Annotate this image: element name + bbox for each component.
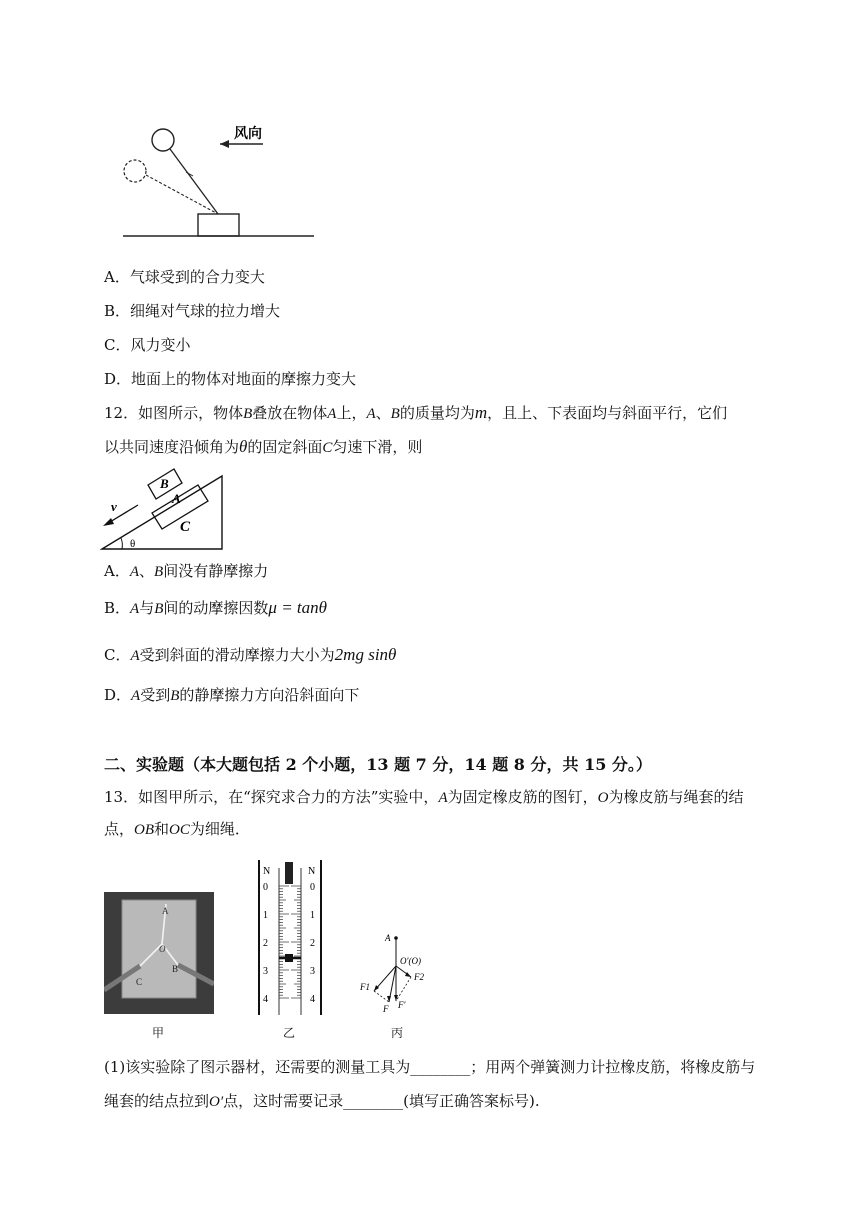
q12-option-b: B．A与B间的动摩擦因数μ = tanθ: [104, 598, 327, 617]
scale-unit-right: N: [308, 866, 316, 877]
scale-tick-right-1: 1: [310, 910, 315, 921]
section-heading: 二、实验题（本大题包括 2 个小题，13 题 7 分，14 题 8 分，共 15 分。）: [104, 755, 652, 774]
scale-tick-left-4: 4: [263, 994, 268, 1005]
scale-tick-right-2: 2: [310, 938, 315, 949]
block-a-label: A: [172, 491, 181, 506]
q12-option-c: C．A受到斜面的滑动摩擦力大小为2mg sinθ: [104, 645, 397, 664]
photo-figure-jia: [104, 892, 214, 1014]
q11-option-d: D．地面上的物体对地面的摩擦力变大: [104, 370, 357, 388]
q12-stem-line1: 12．如图所示，物体B叠放在物体A上，A、B的质量均为m，且上、下表面均与斜面平行，它们: [104, 403, 728, 422]
q13-part1-line2: 绳套的结点拉到O′点，这时需要记录________(填写正确答案标号).: [104, 1092, 540, 1110]
force-f-label: F: [383, 1004, 389, 1014]
incline-c-label: C: [180, 519, 191, 535]
force-point-o: O′(O): [400, 956, 421, 966]
q11-option-a: A．气球受到的合力变大: [104, 268, 265, 286]
q12-stem-line2: 以共同速度沿倾角为θ的固定斜面C匀速下滑，则: [104, 437, 423, 456]
force-fprime-label: F′: [398, 1000, 406, 1010]
caption-jia: 甲: [152, 1026, 165, 1040]
wind-direction-label: 风向: [234, 126, 262, 142]
block-b-label: B: [160, 476, 169, 491]
force-f1-label: F1: [360, 982, 370, 992]
caption-bing: 丙: [391, 1026, 404, 1040]
scale-unit-left: N: [263, 866, 271, 877]
scale-tick-left-0: 0: [263, 882, 268, 893]
incline-figure: [100, 462, 228, 552]
scale-tick-right-0: 0: [310, 882, 315, 893]
scale-tick-left-1: 1: [263, 910, 268, 921]
q11-option-b: B．细绳对气球的拉力增大: [104, 302, 281, 320]
spring-scale-figure-yi: [255, 860, 327, 1015]
force-point-a: A: [385, 933, 391, 943]
q12-option-a: A．A、B间没有静摩擦力: [104, 562, 269, 580]
caption-yi: 乙: [283, 1026, 296, 1040]
scale-tick-left-2: 2: [263, 938, 268, 949]
photo-label-o: O: [159, 944, 166, 954]
force-diagram-bing: [356, 928, 446, 1018]
photo-label-c: C: [136, 977, 143, 987]
photo-label-a: A: [162, 906, 169, 916]
scale-tick-left-3: 3: [263, 966, 268, 977]
q11-option-c: C．风力变小: [104, 336, 191, 354]
scale-tick-right-3: 3: [310, 966, 315, 977]
photo-label-b: B: [172, 964, 179, 974]
q13-stem-line2: 点，OB和OC为细绳．: [104, 820, 250, 838]
angle-theta-label: θ: [130, 538, 136, 550]
balloon-wind-figure: [118, 118, 328, 248]
force-f2-label: F2: [414, 972, 424, 982]
q13-stem-line1: 13．如图甲所示，在“探究求合力的方法”实验中，A为固定橡皮筋的图钉，O为橡皮筋与绳套的结: [104, 788, 744, 806]
scale-tick-right-4: 4: [310, 994, 315, 1005]
q13-part1-line1: (1)该实验除了图示器材，还需要的测量工具为________；用两个弹簧测力计拉橡皮筋，将橡皮筋与: [104, 1058, 756, 1076]
velocity-label: v: [111, 499, 117, 514]
q12-option-d: D．A受到B的静摩擦力方向沿斜面向下: [104, 686, 360, 704]
